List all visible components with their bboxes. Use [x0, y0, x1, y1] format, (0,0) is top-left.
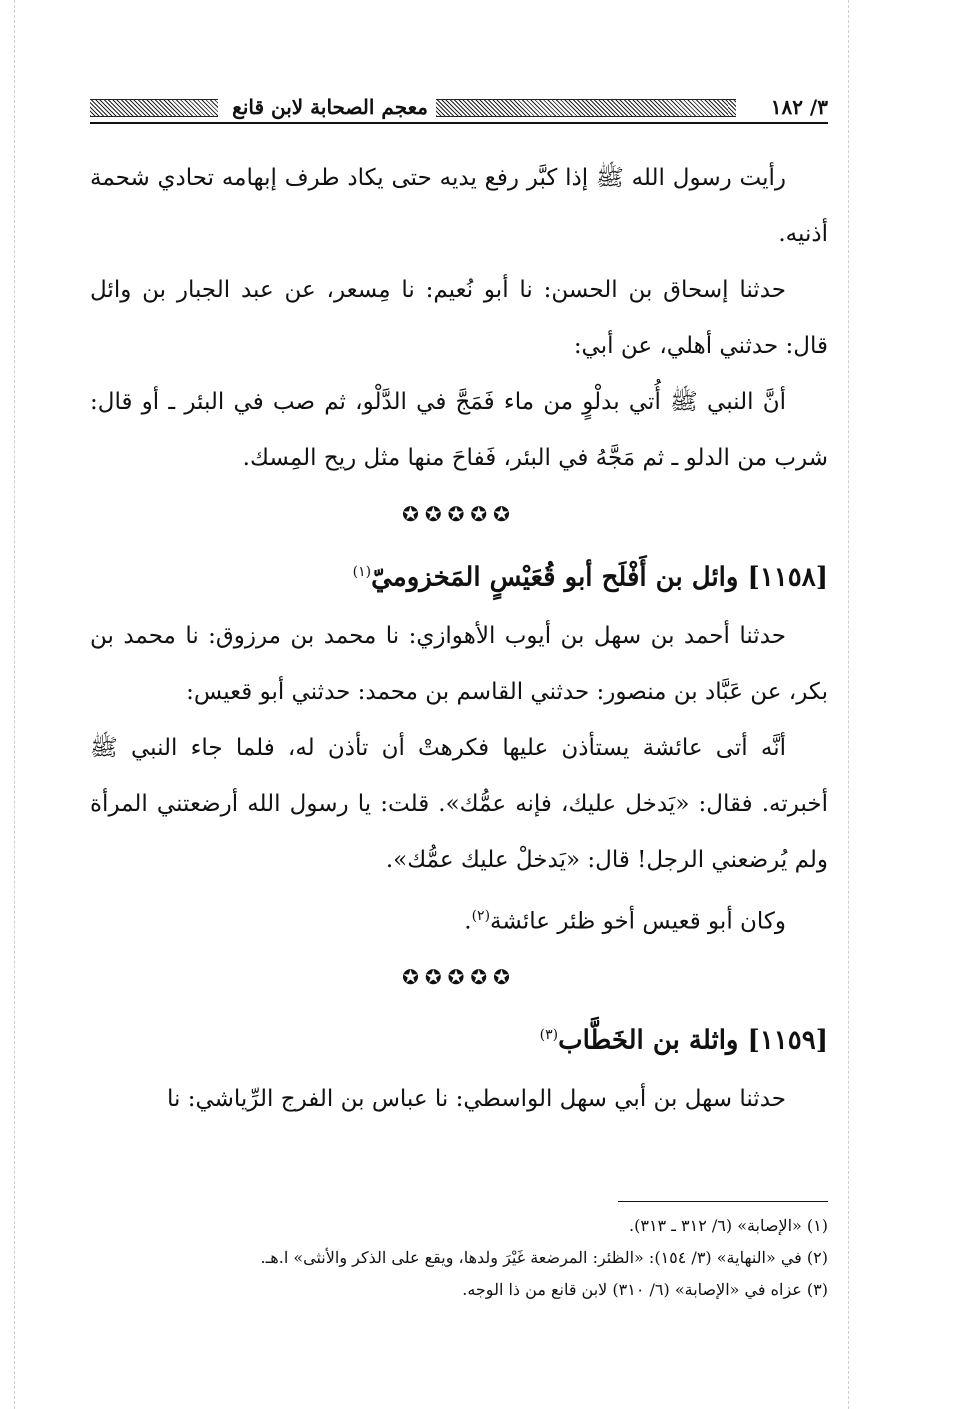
paragraph-isnad-ishaq: حدثنا إسحاق بن الحسن: نا أبو نُعيم: نا مِسعر، عن عبد الجبار بن وائل قال: حدثني أهلي، عن أبي:	[90, 277, 828, 359]
paragraph-isnad-ahmad: حدثنا أحمد بن سهل بن أيوب الأهوازي: نا محمد بن مرزوق: نا محمد بن بكر، عن عَبَّاد بن منصور: حدثني القاسم بن محمد: حدثني أبو قعيس:	[90, 622, 828, 705]
header-rule	[90, 122, 828, 124]
entry-title: [١١٥٨] وائل بن أَفْلَح أبو قُعَيْسٍ المَخزوميّ	[371, 562, 828, 593]
paragraph-end: .	[464, 908, 472, 935]
section-separator: ✪✪✪✪✪	[402, 965, 516, 990]
header-page-reference: ٣/ ١٨٢	[770, 95, 828, 119]
footnote-2: (٢) في «النهاية» (٣/ ١٥٤): «الظئر: المرضعة غَيْرَ ولدها، ويقع على الذكر والأنثى» ا.هـ.	[260, 1248, 828, 1267]
paragraph-hadith-dalw: أنَّ النبي ﷺ أُتي بدلْوٍ من ماء فَمَجَّ في الدَّلْو، ثم صب في البئر ـ أو قال: شرب من الدلو ـ ثم مَجَّهُ في البئر، فَفاحَ منها مثل ريح المِسك.	[90, 389, 828, 471]
header-ornament-middle	[436, 99, 728, 117]
entry-title: [١١٥٩] واثلة بن الخَطَّاب	[558, 1025, 828, 1056]
running-header	[90, 95, 828, 125]
paragraph-text: وكان أبو قعيس أخو ظئر عائشة	[490, 908, 786, 935]
section-separator: ✪✪✪✪✪	[402, 502, 516, 526]
footnote-1: (١) «الإصابة» (٦/ ٣١٢ ـ ٣١٣).	[629, 1216, 828, 1235]
paragraph-isnad-sahl: حدثنا سهل بن أبي سهل الواسطي: نا عباس بن الفرج الرِّياشي: نا	[167, 1085, 786, 1112]
crop-guide-right	[848, 0, 849, 1409]
footnote-ref: (١)	[352, 564, 372, 580]
footnote-ref: (٢)	[471, 907, 491, 924]
footnote-rule	[618, 1201, 828, 1202]
entry-heading-1159	[90, 1005, 828, 1071]
header-book-title: معجم الصحابة لابن قانع	[232, 95, 428, 119]
main-text	[90, 150, 828, 1127]
paragraph-note-abu-quais	[90, 888, 828, 950]
paragraph-narration-end: رأيت رسول الله ﷺ إذا كبَّر رفع يديه حتى يكاد طرف إبهامه تحادي شحمة أذنيه.	[90, 165, 828, 247]
crop-guide-left	[14, 0, 15, 1409]
footnotes	[90, 1210, 828, 1306]
header-ornament-left	[90, 99, 218, 117]
entry-heading-1158	[90, 542, 828, 608]
paragraph-hadith-aisha: أنَّه أتى عائشة يستأذن عليها فكرهتْ أن تأذن له، فلما جاء النبي ﷺ أخبرته. فقال: «يَدخل عليك، فإنه عمُّك». قلت: يا رسول الله أرضعتني المرأة ولم يُرضعني الرجل! قال: «يَدخلْ عليك عمُّك».	[90, 734, 828, 873]
footnote-3: (٣) عزاه في «الإصابة» (٦/ ٣١٠) لابن قانع من ذا الوجه.	[462, 1280, 828, 1299]
header-ornament-right	[728, 99, 736, 117]
footnote-ref: (٣)	[539, 1027, 559, 1044]
